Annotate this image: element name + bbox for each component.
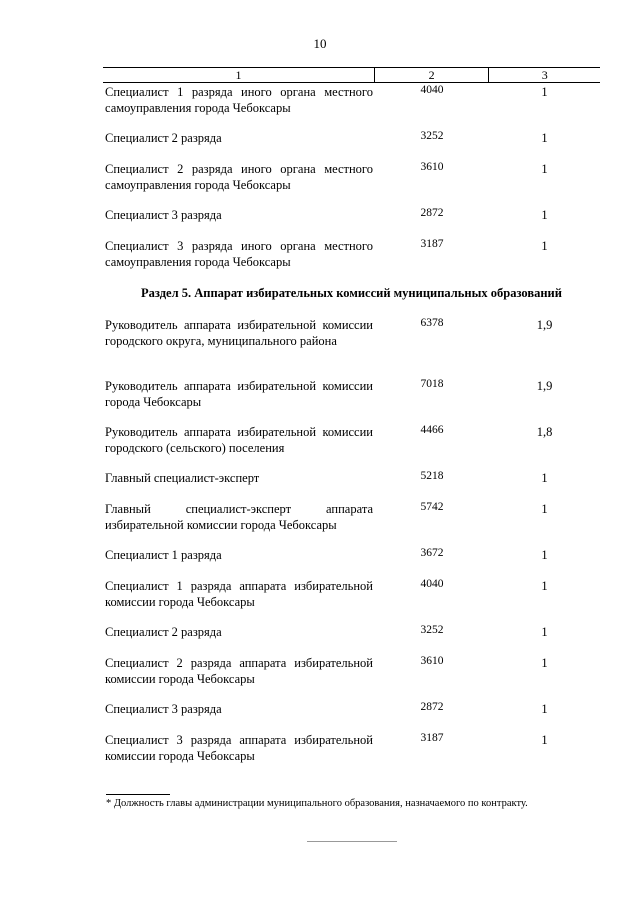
salary-value: 4466 (420, 424, 444, 436)
salary-value: 3610 (420, 655, 444, 667)
bottom-divider (307, 841, 397, 842)
table-row (103, 317, 600, 349)
coefficient-value: 1,9 (536, 379, 553, 393)
salary-value: 4040 (420, 578, 444, 590)
coefficient-value: 1 (541, 208, 548, 222)
coefficient-value: 1 (541, 579, 548, 593)
column-header-3: 3 (541, 68, 548, 82)
footnote: * Должность главы администрации муниципального образования, назначаемого по контракту. (106, 798, 528, 809)
coefficient-value: 1 (541, 548, 548, 562)
table-row (103, 207, 600, 223)
salary-value: 3252 (420, 130, 444, 142)
column-header-1: 1 (103, 68, 375, 82)
salary-table (103, 67, 600, 763)
coefficient-value: 1 (541, 85, 548, 99)
position-title: Специалист 2 разряда (105, 131, 222, 145)
position-title: Специалист 3 разряда аппарата избирательной комиссии города Чебоксары (105, 733, 373, 763)
table-row (103, 84, 600, 116)
salary-value: 2872 (420, 207, 444, 219)
salary-value: 3187 (420, 238, 444, 250)
coefficient-value: 1 (541, 471, 548, 485)
table-row (103, 578, 600, 610)
coefficient-value: 1 (541, 733, 548, 747)
table-header-row (103, 67, 600, 83)
coefficient-value: 1 (541, 656, 548, 670)
table-row (103, 130, 600, 146)
table-row (103, 547, 600, 563)
coefficient-value: 1,8 (536, 425, 553, 439)
salary-value: 5742 (420, 501, 444, 513)
table-row (103, 238, 600, 270)
position-title: Главный специалист-эксперт (105, 471, 260, 485)
coefficient-value: 1 (541, 702, 548, 716)
position-title: Специалист 2 разряда аппарата избирательной комиссии города Чебоксары (105, 656, 373, 686)
salary-value: 2872 (420, 701, 444, 713)
table-row (103, 624, 600, 640)
salary-value: 6378 (420, 317, 444, 329)
table-row (103, 701, 600, 717)
position-title: Специалист 3 разряда (105, 208, 222, 222)
position-title: Специалист 1 разряда аппарата избирательной комиссии города Чебоксары (105, 579, 373, 609)
position-title: Главный специалист-эксперт аппарата избирательной комиссии города Чебоксары (105, 502, 373, 532)
table-row (103, 161, 600, 193)
position-title: Специалист 1 разряда (105, 548, 222, 562)
salary-value: 3252 (420, 624, 444, 636)
position-title: Руководитель аппарата избирательной комиссии городского округа, муниципального района (105, 318, 373, 348)
position-title: Руководитель аппарата избирательной комиссии города Чебоксары (105, 379, 373, 409)
salary-value: 5218 (420, 470, 444, 482)
position-title: Специалист 1 разряда иного органа местного самоуправления города Чебоксары (105, 85, 373, 115)
table-row (103, 424, 600, 456)
position-title: Специалист 3 разряда иного органа местного самоуправления города Чебоксары (105, 239, 373, 269)
coefficient-value: 1,9 (536, 318, 553, 332)
coefficient-value: 1 (541, 131, 548, 145)
position-title: Специалист 3 разряда (105, 702, 222, 716)
coefficient-value: 1 (541, 502, 548, 516)
salary-value: 3610 (420, 161, 444, 173)
coefficient-value: 1 (541, 625, 548, 639)
position-title: Руководитель аппарата избирательной комиссии городского (сельского) поселения (105, 425, 373, 455)
salary-value: 3187 (420, 732, 444, 744)
page-number: 10 (313, 36, 327, 51)
coefficient-value: 1 (541, 162, 548, 176)
salary-value: 7018 (420, 378, 444, 390)
table-row (103, 732, 600, 764)
position-title: Специалист 2 разряда (105, 625, 222, 639)
column-header-2: 2 (375, 68, 490, 82)
coefficient-value: 1 (541, 239, 548, 253)
table-row (103, 501, 600, 533)
footnote-separator (106, 794, 170, 795)
section-5-title: Раздел 5. Аппарат избирательных комиссий муниципальных образований (141, 286, 562, 300)
salary-value: 4040 (420, 84, 444, 96)
table-row (103, 655, 600, 687)
salary-value: 3672 (420, 547, 444, 559)
position-title: Специалист 2 разряда иного органа местного самоуправления города Чебоксары (105, 162, 373, 192)
table-row (103, 378, 600, 410)
table-row (103, 470, 600, 486)
